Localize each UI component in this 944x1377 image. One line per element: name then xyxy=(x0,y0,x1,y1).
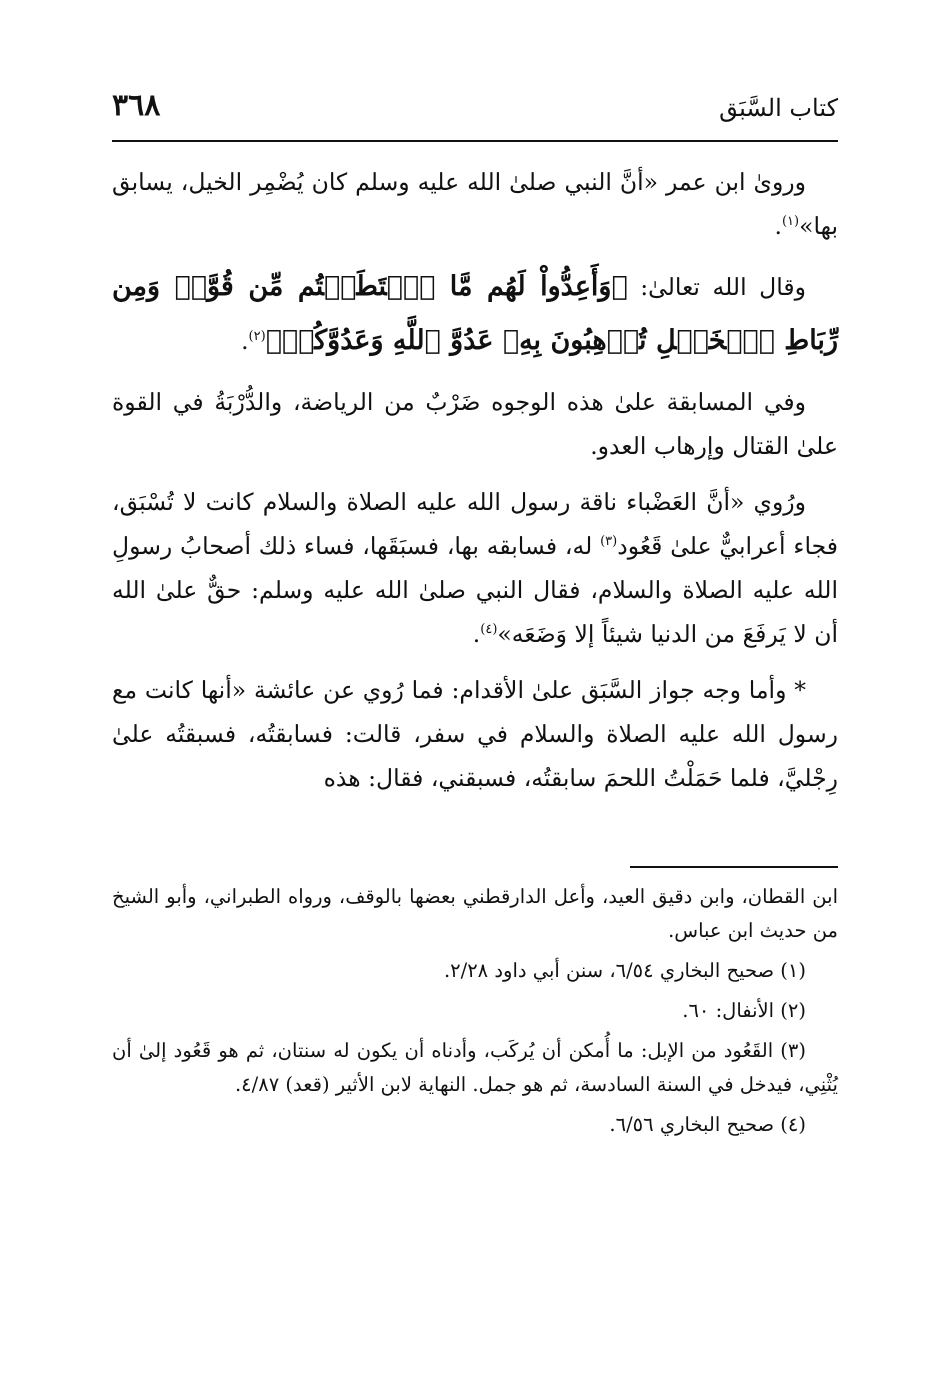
paragraph-2-intro: وقال الله تعالىٰ: xyxy=(627,273,806,301)
paragraph-3 xyxy=(112,380,838,468)
paragraph-4-end: . xyxy=(472,620,481,648)
footnote-ref-2: (٢) xyxy=(248,329,266,345)
footnote-2: (٢) الأنفال: ٦٠. xyxy=(682,999,806,1022)
main-text xyxy=(112,160,838,812)
quran-verse: ﴿وَأَعِدُّواْ لَهُم مَّا ٱسۡتَطَعۡتُم مِّن قُوَّةٖ وَمِن رِّبَاطِ ٱلۡخَيۡلِ تُرۡهِبُونَ بِهِۦ عَدُوَّ ٱللَّهِ وَعَدُوَّكُمۡ﴾ xyxy=(112,271,838,356)
running-title: كتاب السَّبَق xyxy=(719,94,838,122)
paragraph-3-text: وفي المسابقة علىٰ هذه الوجوه ضَرْبٌ من الرياضة، والدُّرْبَةُ في القوة علىٰ القتال وإرهاب العدو. xyxy=(112,388,838,460)
paragraph-2 xyxy=(112,260,838,368)
paragraph-5-text: * وأما وجه جواز السَّبَق علىٰ الأقدام: فما رُوي عن عائشة «أنها كانت مع رسول الله عليه الصلاة والسلام في سفر، قالت: فسابقتُه، فسبقتُه علىٰ رِجْليَّ، فلما حَمَلْتُ اللحمَ سابقتُه، فسبقني، فقال: هذه xyxy=(112,676,838,792)
header-rule xyxy=(112,140,838,142)
paragraph-4 xyxy=(112,480,838,656)
page-number: ٣٦٨ xyxy=(112,88,161,123)
footnote-4: (٤) صحيح البخاري ٦/٥٦. xyxy=(609,1113,806,1136)
paragraph-1-text: وروىٰ ابن عمر «أنَّ النبي صلىٰ الله عليه وسلم كان يُضْمِر الخيل، يسابق بها» xyxy=(112,168,838,240)
footnote-continued: ابن القطان، وابن دقيق العيد، وأعل الدارقطني بعضها بالوقف، ورواه الطبراني، وأبو الشيخ من حديث ابن عباس. xyxy=(112,885,838,942)
paragraph-4-text-a: ورُوي «أنَّ العَضْباء ناقة رسول الله عليه الصلاة والسلام كانت لا تُسْبَق، فجاء أعرابيٌّ علىٰ قَعُود xyxy=(112,488,839,560)
footnote-ref-3: (٣) xyxy=(600,534,618,550)
page-header xyxy=(112,88,838,136)
footnote-3: (٣) القَعُود من الإبل: ما أُمكن أن يُركَب، وأدناه أن يكون له سنتان، ثم هو قَعُود إلىٰ أن يُثْنِي، فيدخل في السنة السادسة، ثم هو جمل. النهاية لابن الأثير (قعد) ٤/٨٧. xyxy=(112,1039,838,1096)
paragraph-5 xyxy=(112,668,838,800)
footnote-ref-1: (١) xyxy=(781,214,800,230)
paragraph-1-end: . xyxy=(774,212,782,240)
footnote-ref-4: (٤) xyxy=(480,622,498,638)
paragraph-4-text-b: له، فسابقه بها، فسبَقَها، فساء ذلك أصحابُ رسولِ الله عليه الصلاة والسلام، فقال النبي صلىٰ الله عليه وسلم: حقٌّ علىٰ الله أن لا يَرفَعَ من الدنيا شيئاً إلا وَضَعَه» xyxy=(112,532,838,648)
footnotes xyxy=(112,880,838,1148)
paragraph-2-end: . xyxy=(241,327,249,355)
footnote-1: (١) صحيح البخاري ٦/٥٤، سنن أبي داود ٢/٢٨. xyxy=(443,959,806,982)
footnote-separator xyxy=(630,866,838,868)
paragraph-1 xyxy=(112,160,838,248)
